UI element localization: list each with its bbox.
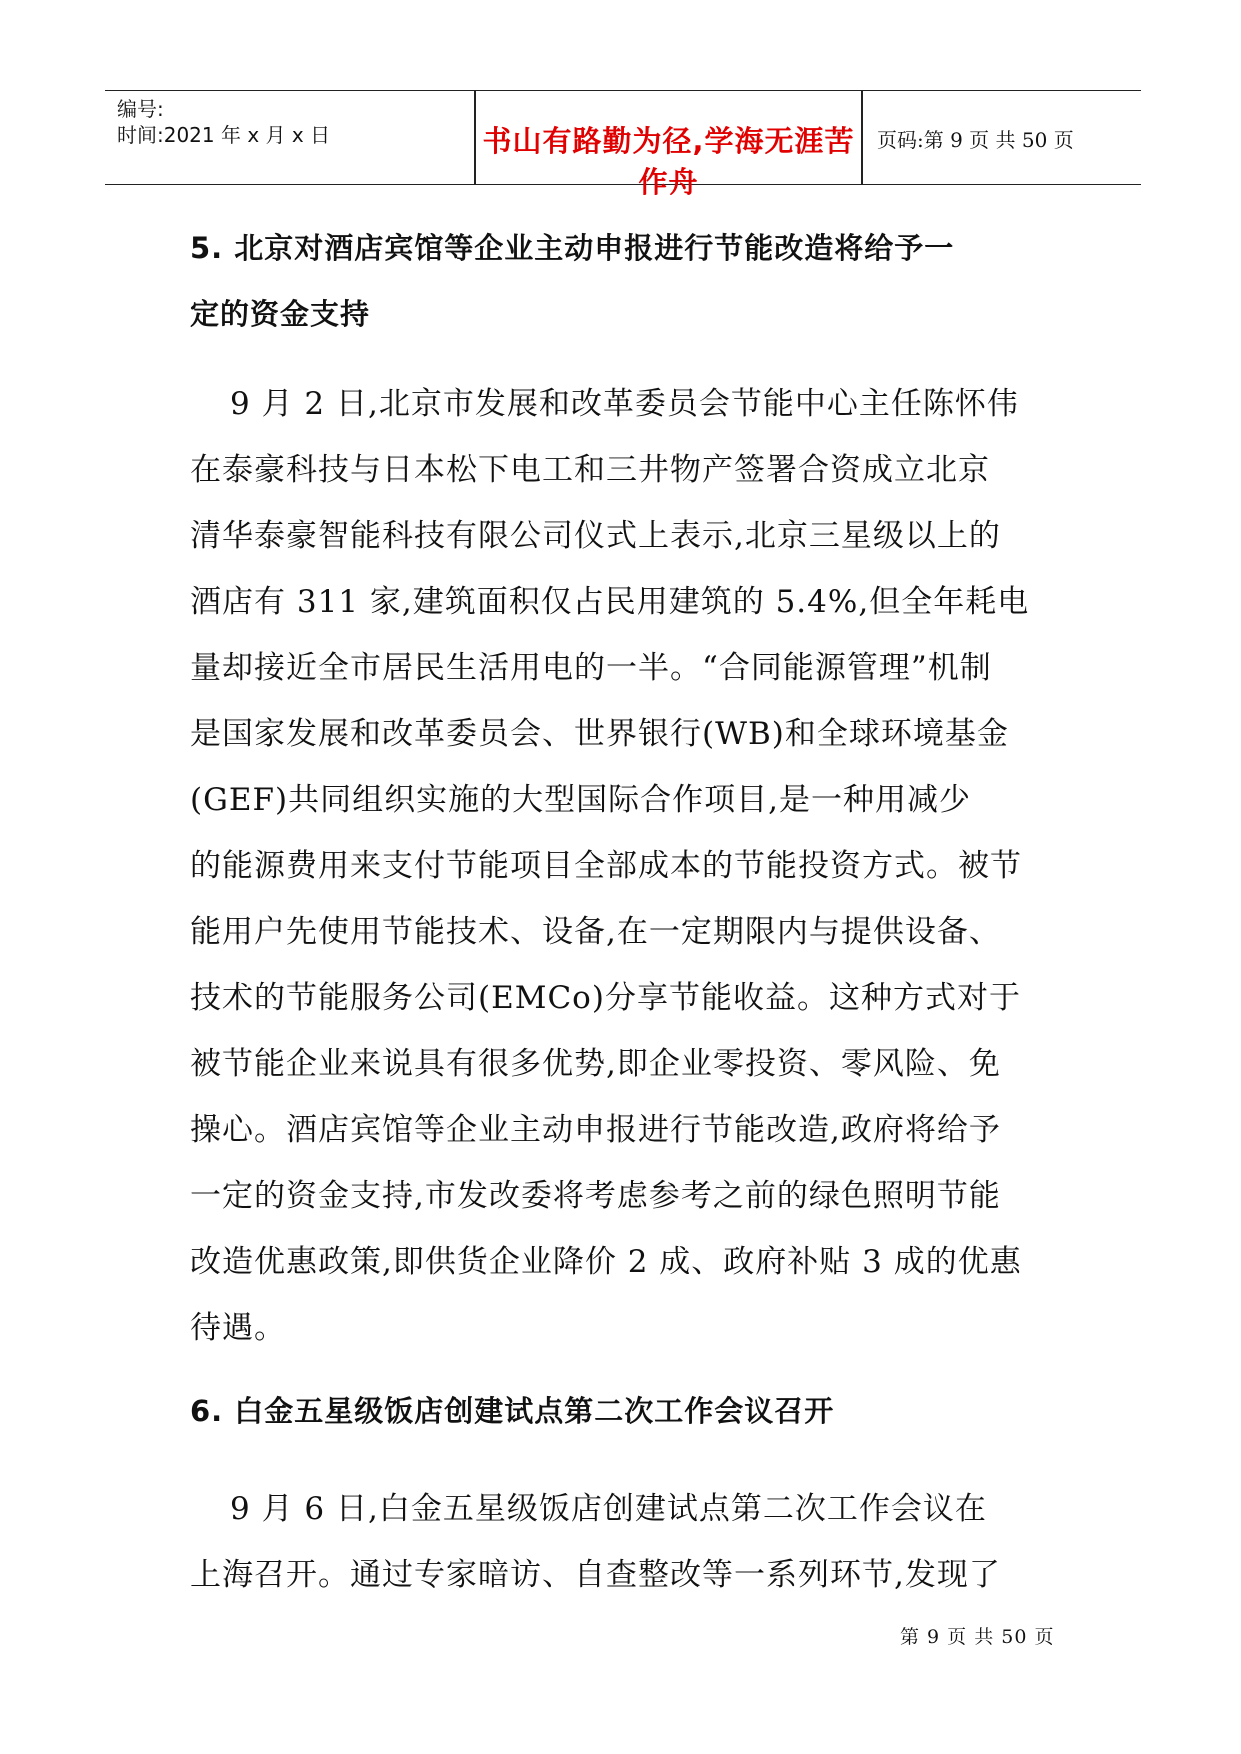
document-time-label: 时间:2021 年 x 月 x 日 bbox=[117, 123, 331, 147]
paragraph-line: 操心。酒店宾馆等企业主动申报进行节能改造,政府将给予 bbox=[190, 1112, 1001, 1148]
header-page-indicator: 页码:第 9 页 共 50 页 bbox=[877, 128, 1074, 152]
section-6-heading-line: 6. 白金五星级饭店创建试点第二次工作会议召开 bbox=[190, 1394, 835, 1428]
section-5-heading-line-1: 5. 北京对酒店宾馆等企业主动申报进行节能改造将给予一 bbox=[190, 231, 955, 265]
paragraph-line: 清华泰豪智能科技有限公司仪式上表示,北京三星级以上的 bbox=[190, 518, 1001, 554]
section-6-heading bbox=[190, 1378, 1070, 1444]
paragraph-line: 改造优惠政策,即供货企业降价 2 成、政府补贴 3 成的优惠 bbox=[190, 1244, 1022, 1280]
section-6-paragraph bbox=[190, 1476, 1070, 1608]
paragraph-line: 能用户先使用节能技术、设备,在一定期限内与提供设备、 bbox=[190, 914, 1001, 950]
header-meta-cell bbox=[117, 91, 473, 184]
paragraph-line: 酒店有 311 家,建筑面积仅占民用建筑的 5.4%,但全年耗电 bbox=[190, 584, 1030, 620]
header-motto: 书山有路勤为径,学海无涯苦作舟 bbox=[482, 124, 855, 199]
paragraph-line: 在泰豪科技与日本松下电工和三井物产签署合资成立北京 bbox=[190, 452, 990, 488]
paragraph-line: 量却接近全市居民生活用电的一半。“合同能源管理”机制 bbox=[190, 650, 992, 686]
paragraph-line: (GEF)共同组织实施的大型国际合作项目,是一种用减少 bbox=[190, 782, 971, 818]
section-5-paragraph bbox=[190, 371, 1070, 1361]
paragraph-line: 的能源费用来支付节能项目全部成本的节能投资方式。被节 bbox=[190, 848, 1022, 884]
paragraph-line: 一定的资金支持,市发改委将考虑参考之前的绿色照明节能 bbox=[190, 1178, 1001, 1214]
header-divider-right bbox=[861, 91, 863, 184]
page-footer: 第 9 页 共 50 页 bbox=[900, 1626, 1055, 1648]
document-number-label: 编号: bbox=[117, 97, 164, 121]
section-5-heading-line-2: 定的资金支持 bbox=[190, 297, 371, 331]
paragraph-line: 是国家发展和改革委员会、世界银行(WB)和全球环境基金 bbox=[190, 716, 1009, 752]
paragraph-line: 待遇。 bbox=[190, 1310, 286, 1346]
paragraph-line: 上海召开。通过专家暗访、自查整改等一系列环节,发现了 bbox=[190, 1557, 1001, 1593]
document-header bbox=[105, 90, 1141, 199]
paragraph-line: 技术的节能服务公司(EMCo)分享节能收益。这种方式对于 bbox=[190, 980, 1021, 1016]
paragraph-line: 被节能企业来说具有很多优势,即企业零投资、零风险、免 bbox=[190, 1046, 1001, 1082]
section-5-heading bbox=[190, 215, 1070, 347]
paragraph-line: 9 月 6 日,白金五星级饭店创建试点第二次工作会议在 bbox=[230, 1491, 987, 1527]
paragraph-line: 9 月 2 日,北京市发展和改革委员会节能中心主任陈怀伟 bbox=[230, 386, 1019, 422]
